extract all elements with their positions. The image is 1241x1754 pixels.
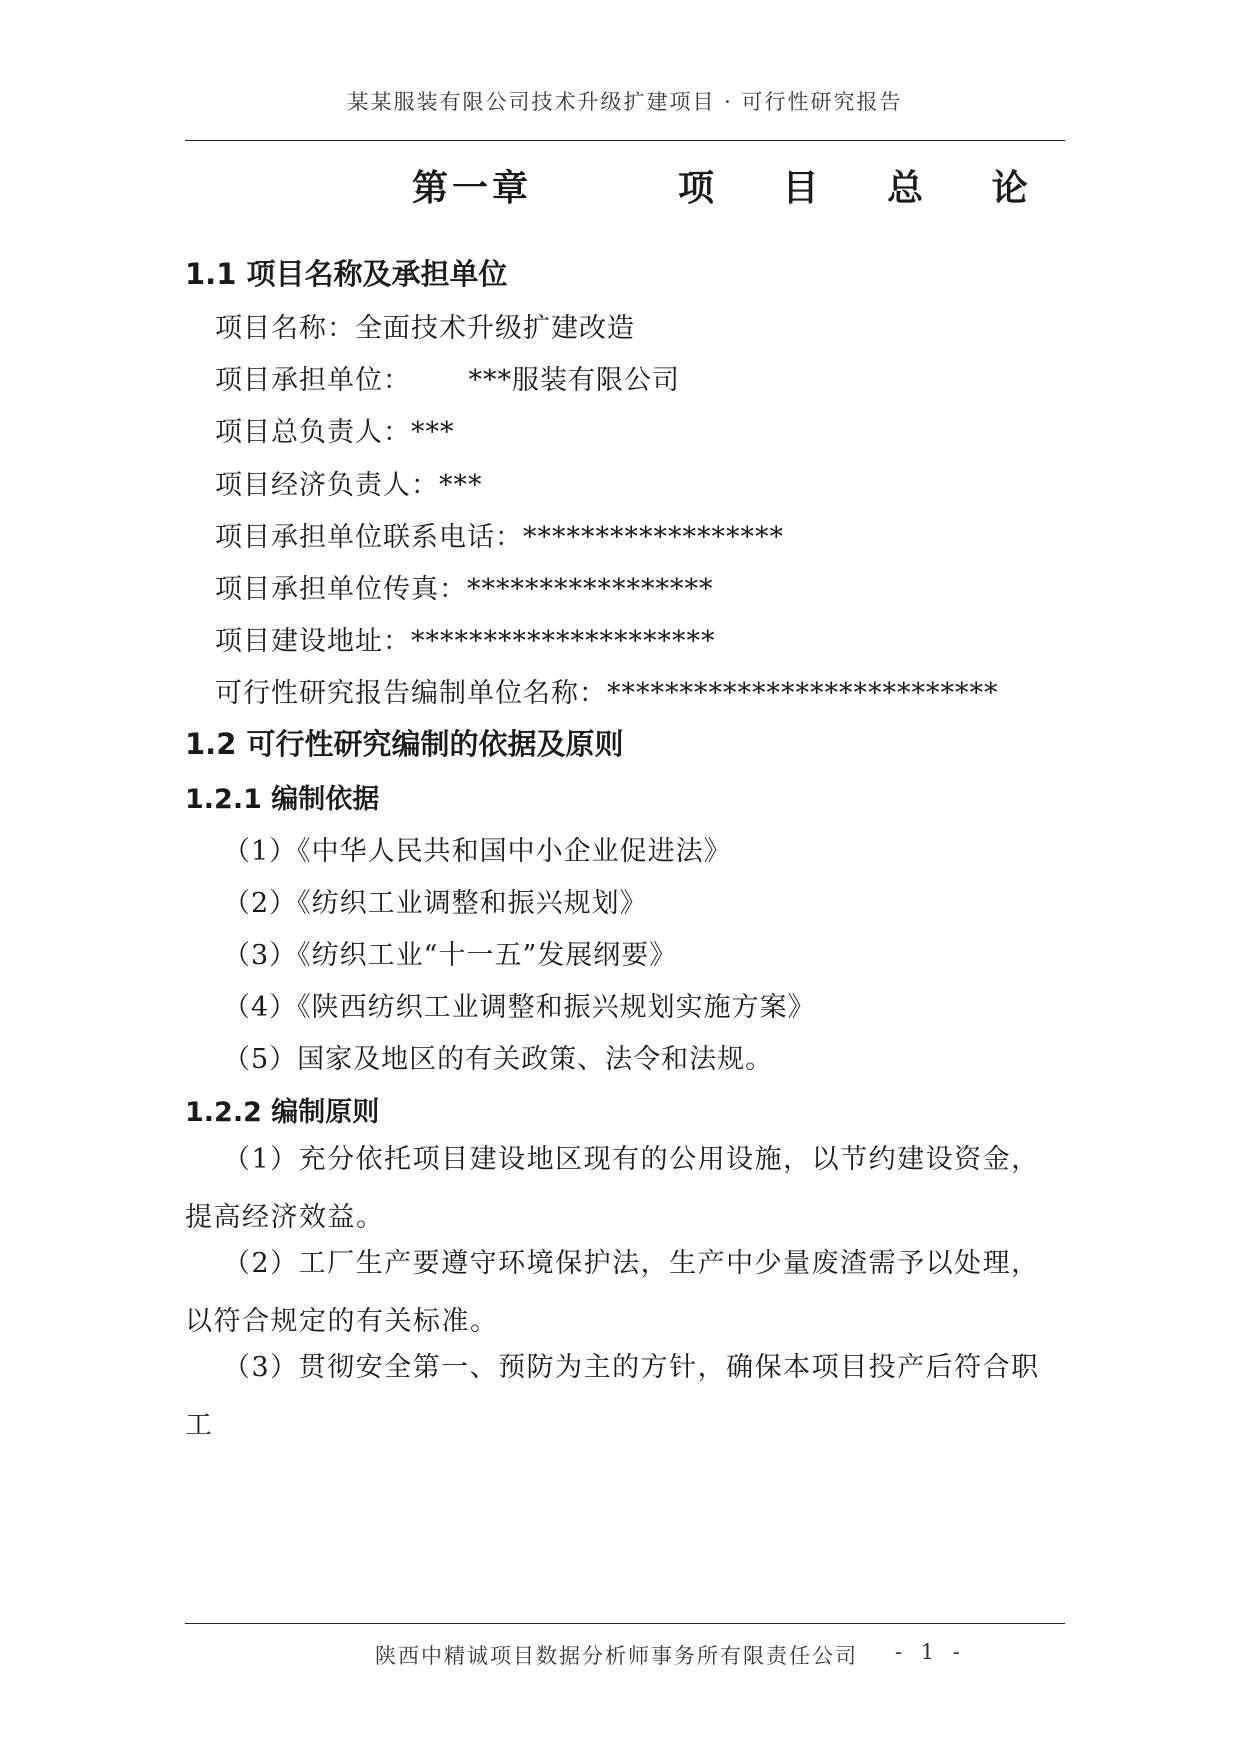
section-heading-1-2-2: 1.2.2 编制原则 xyxy=(185,1097,380,1128)
page-header: 某某服装有限公司技术升级扩建项目 · 可行性研究报告 xyxy=(347,90,903,114)
project-economic-leader-line: 项目经济负责人：*** xyxy=(215,470,483,501)
section-heading-1-2: 1.2 可行性研究编制的依据及原则 xyxy=(185,727,624,761)
section-heading-1-2-1: 1.2.1 编制依据 xyxy=(185,784,380,815)
project-unit-line: 项目承担单位： ***服装有限公司 xyxy=(215,365,680,396)
basis-item: （3）《纺织工业“十一五”发展纲要》 xyxy=(223,940,678,971)
project-name-line: 项目名称：全面技术升级扩建改造 xyxy=(215,313,635,344)
principle-paragraph: （3）贯彻安全第一、预防为主的方针，确保本项目投产后符合职工 xyxy=(185,1352,1040,1441)
basis-item: （1）《中华人民共和国中小企业促进法》 xyxy=(223,836,732,867)
section-heading-1-1: 1.1 项目名称及承担单位 xyxy=(185,257,508,291)
page-footer xyxy=(185,1640,1065,1670)
footer-organization: 陕西中精诚项目数据分析师事务所有限责任公司 xyxy=(375,1644,858,1668)
principle-paragraph: （2）工厂生产要遵守环境保护法，生产中少量废渣需予以处理，以符合规定的有关标准。 xyxy=(185,1248,1040,1337)
project-fax-line: 项目承担单位传真：***************** xyxy=(215,574,714,605)
basis-item: （5）国家及地区的有关政策、法令和法规。 xyxy=(223,1044,774,1075)
report-compiler-line: 可行性研究报告编制单位名称：*************************** xyxy=(215,678,999,709)
principle-paragraph: （1）充分依托项目建设地区现有的公用设施，以节约建设资金，提高经济效益。 xyxy=(185,1144,1040,1233)
project-phone-line: 项目承担单位联系电话：****************** xyxy=(215,522,784,553)
header-rule xyxy=(185,140,1065,141)
footer-rule xyxy=(185,1623,1065,1624)
basis-item: （2）《纺织工业调整和振兴规划》 xyxy=(223,888,648,919)
chapter-number: 第一章 xyxy=(412,168,533,209)
basis-item: （4）《陕西纺织工业调整和振兴规划实施方案》 xyxy=(223,992,816,1023)
project-leader-line: 项目总负责人：*** xyxy=(215,417,455,448)
project-address-line: 项目建设地址：********************* xyxy=(215,626,716,657)
chapter-title xyxy=(185,160,1065,210)
page-number: - 1 - xyxy=(895,1640,966,1664)
chapter-name: 项 目 总 论 xyxy=(678,168,1056,209)
